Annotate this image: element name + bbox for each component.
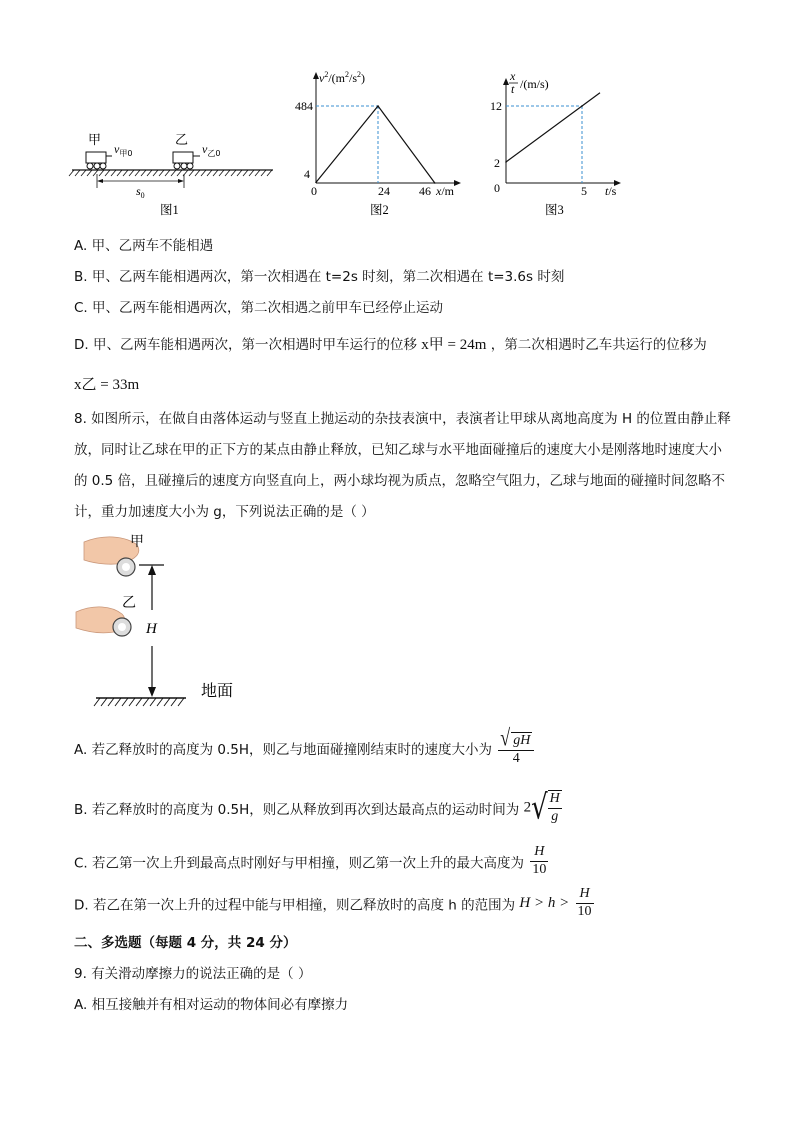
q7-d-eq1: x甲 = 24m xyxy=(421,337,487,353)
q8-figure xyxy=(74,530,254,710)
fig3-y-label-den: t xyxy=(511,82,515,96)
fig2-y-label: $v^2/(m^2/s^2)$ xyxy=(319,70,366,85)
q8-option-a: A. 若乙释放时的高度为 0.5H，则乙与地面碰撞刚结束时的速度大小为 $\frac{√ gH}{4}$ xyxy=(74,728,536,768)
figure-3 xyxy=(490,66,625,220)
fig2-point-2 xyxy=(434,182,436,184)
q8-c-fraction: $\frac{H}{10}$ xyxy=(532,844,547,877)
fig2-tick-x-0: 0 xyxy=(311,184,317,198)
q8-option-c: C. 若乙第一次上升到最高点时刚好与甲相撞，则乙第一次上升的最大高度为 $\frac{H}{10}$ xyxy=(74,844,547,877)
fig3-y-label-unit: /(m/s) xyxy=(520,77,549,91)
fig1-caption: 图1 xyxy=(160,203,179,217)
fig2-tick-y-4: 4 xyxy=(304,167,310,181)
q7-option-c: C. 甲、乙两车能相遇两次，第二次相遇之前甲车已经停止运动 xyxy=(74,300,444,316)
fig3-plot xyxy=(505,93,600,183)
q8-option-b: B. 若乙释放时的高度为 0.5H，则乙从释放到再次到达最高点的运动时间为 2√ $\frac{H}{g}$ xyxy=(74,788,560,828)
fig2-series-line xyxy=(316,106,435,183)
svg-text:v甲0: $v_{甲0}$ xyxy=(114,142,133,158)
car-b-label: 乙 xyxy=(175,132,189,147)
q7-option-a: A. 甲、乙两车不能相遇 xyxy=(74,238,214,254)
q7-option-b: B. 甲、乙两车能相遇两次，第一次相遇在 t=2s 时刻，第二次相遇在 t=3.6s 时刻 xyxy=(74,269,565,285)
fig3-tick-y-2: 2 xyxy=(494,156,500,170)
fig3-tick-x-5: 5 xyxy=(581,184,587,198)
fig-label-ground: 地面 xyxy=(201,683,234,700)
fig2-tick-x-24: 24 xyxy=(378,184,390,198)
fig3-point-1 xyxy=(581,105,583,107)
fig2-point-0 xyxy=(315,182,317,184)
q8-d-fraction: $\frac{H}{10}$ xyxy=(577,886,592,919)
q8-a-fraction: $\frac{√ gH}{4}$ xyxy=(498,728,534,768)
svg-text:s0: $s_0$ xyxy=(136,184,145,200)
fig3-x-label: t/s xyxy=(605,184,617,198)
q8-b-fraction: $\frac{H}{g}$ xyxy=(549,791,560,824)
figure-2 xyxy=(295,66,465,220)
q7-d-eq2: x乙 = 33m xyxy=(74,377,140,393)
car-b xyxy=(173,152,193,163)
fig-label-b: 乙 xyxy=(122,596,136,611)
fig3-point-0 xyxy=(505,161,507,163)
q9-stem: 9. 有关滑动摩擦力的说法正确的是（ ） xyxy=(74,966,312,982)
fig2-point-1 xyxy=(377,105,379,107)
fig2-tick-x-46: 46 xyxy=(419,184,431,198)
q8-option-d: D. 若乙在第一次上升的过程中能与甲相撞，则乙释放时的高度 h 的范围为 H > h > $\frac{H}{10}$ xyxy=(74,886,592,919)
fig-label-h: H xyxy=(146,621,157,637)
fig3-series-line xyxy=(506,93,600,162)
q7-d-text1: D. 甲、乙两车能相遇两次，第一次相遇时甲车运行的位移 xyxy=(74,337,417,353)
q8-stem: 8. 如图所示，在做自由落体运动与竖直上抛运动的杂技表演中，表演者让甲球从离地高度为 H 的位置由静止释放，同时让乙球在甲的正下方的某点由静止释放，已知乙球与水平地面碰撞后的速度大小是刚落地时速度大小的 0.5 倍，且碰撞后的速度方向竖直向上，两小球均视为质点，忽略空气阻力，乙球与地面的碰撞时间忽略不计，重力加速度大小为 g，下列说法正确的是（ ） xyxy=(74,411,731,520)
q7-d-text2: ，第二次相遇时乙车共运行的位移为 xyxy=(490,337,707,353)
car-a-label: 甲 xyxy=(88,132,102,147)
fig3-caption: 图3 xyxy=(545,203,564,217)
fig3-y-label-num: x xyxy=(510,69,516,83)
section-2-title: 二、多选题（每题 4 分，共 24 分） xyxy=(74,935,297,951)
q9-option-a: A. 相互接触并有相对运动的物体间必有摩擦力 xyxy=(74,997,349,1013)
fig-label-a: 甲 xyxy=(130,535,144,550)
ground-hatch xyxy=(69,170,272,176)
fig3-tick-x-0: 0 xyxy=(494,181,500,195)
fig2-x-label: x/m xyxy=(436,184,454,198)
car-a xyxy=(86,152,106,163)
fig2-caption: 图2 xyxy=(370,203,389,217)
fig3-tick-y-12: 12 xyxy=(490,99,502,113)
fig2-plot xyxy=(315,105,435,184)
svg-text:v乙0: $v_{乙0}$ xyxy=(202,142,221,158)
figure-1 xyxy=(68,128,278,220)
q7-option-d xyxy=(74,333,707,354)
fig2-tick-y-484: 484 xyxy=(295,99,313,113)
